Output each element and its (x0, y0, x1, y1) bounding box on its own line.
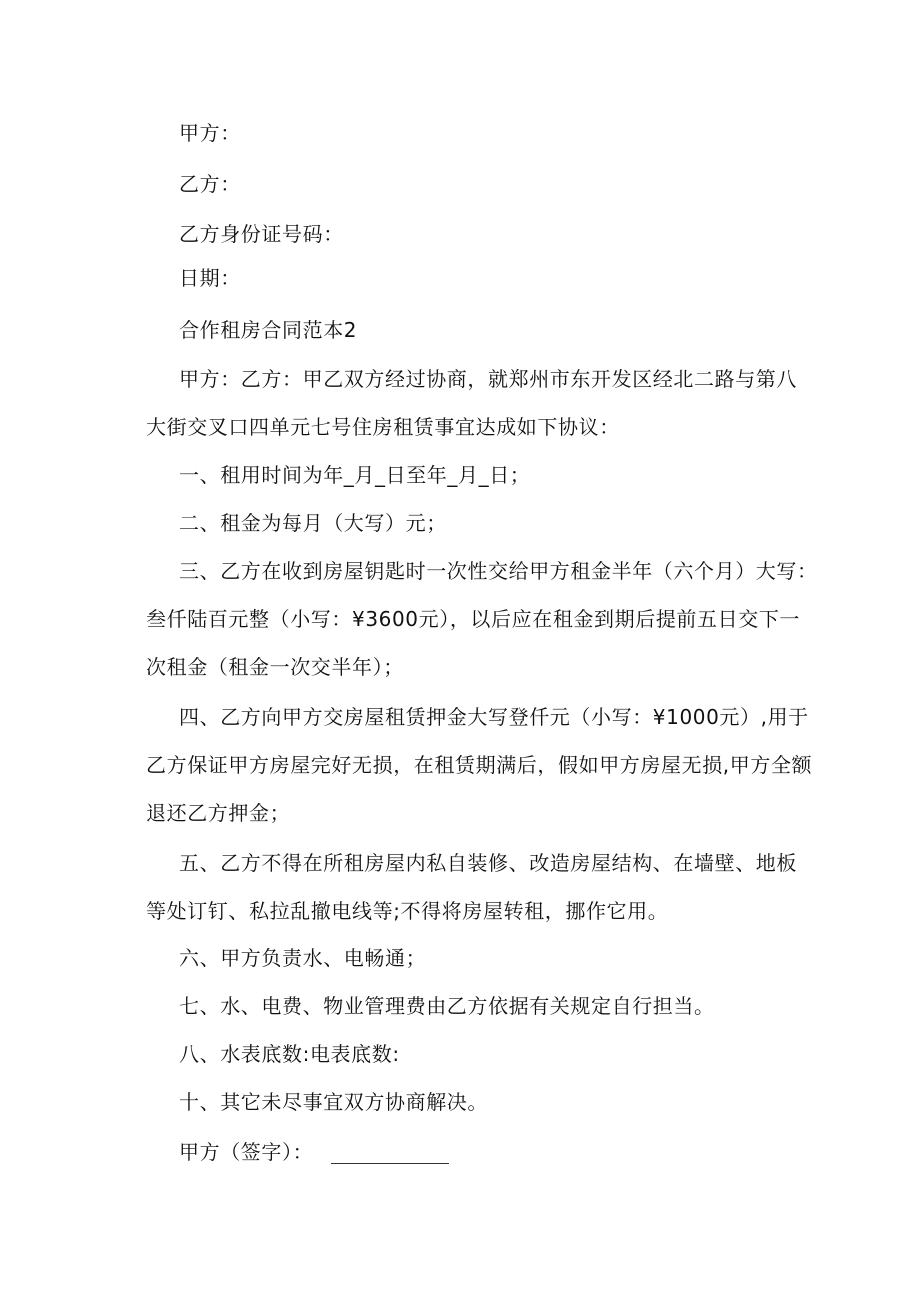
party-a-line: 甲方： (179, 121, 241, 145)
clause-6: 六、甲方负责水、电畅通； (179, 946, 427, 970)
clause-4-line-2: 乙方保证甲方房屋完好无损，在租赁期满后，假如甲方房屋无损,甲方全额 (146, 753, 813, 777)
clause-7: 七、水、电费、物业管理费由乙方依据有关规定自行担当。 (179, 994, 715, 1018)
clause-5-line-2: 等处订钉、私拉乱撤电线等;不得将房屋转租，挪作它用。 (146, 899, 669, 923)
clause-5-line-1: 五、乙方不得在所租房屋内私自装修、改造房屋结构、在墙壁、地板 (179, 851, 797, 875)
clause-4-line-1: 四、乙方向甲方交房屋租赁押金大写登仟元（小写：¥1000元）,用于 (179, 705, 809, 729)
paragraph-intro-line-1: 甲方：乙方：甲乙双方经过协商，就郑州市东开发区经北二路与第八 (179, 367, 797, 391)
party-b-line: 乙方： (179, 172, 241, 196)
clause-1: 一、租用时间为年_月_日至年_月_日； (179, 463, 531, 487)
clause-3-line-2: 叁仟陆百元整（小写：¥3600元），以后应在租金到期后提前五日交下一 (146, 607, 801, 631)
clause-4-line-3: 退还乙方押金； (146, 801, 291, 825)
party-b-id-line: 乙方身份证号码： (179, 222, 344, 246)
paragraph-intro-line-2: 大街交叉口四单元七号住房租赁事宜达成如下协议： (146, 415, 620, 439)
clause-10: 十、其它未尽事宜双方协商解决。 (179, 1090, 488, 1114)
signature-line (179, 1140, 449, 1164)
signature-label: 甲方（签字）： (179, 1140, 314, 1164)
signature-blank (331, 1143, 449, 1164)
date-line: 日期： (179, 266, 241, 290)
clause-3-line-3: 次租金（租金一次交半年）； (146, 655, 404, 679)
document-title: 合作租房合同范本2 (179, 318, 358, 342)
clause-3-line-1: 三、乙方在收到房屋钥匙时一次性交给甲方租金半年（六个月）大写： (179, 559, 818, 583)
clause-2: 二、租金为每月（大写）元； (179, 511, 447, 535)
clause-8: 八、水表底数:电表底数: (179, 1042, 400, 1066)
